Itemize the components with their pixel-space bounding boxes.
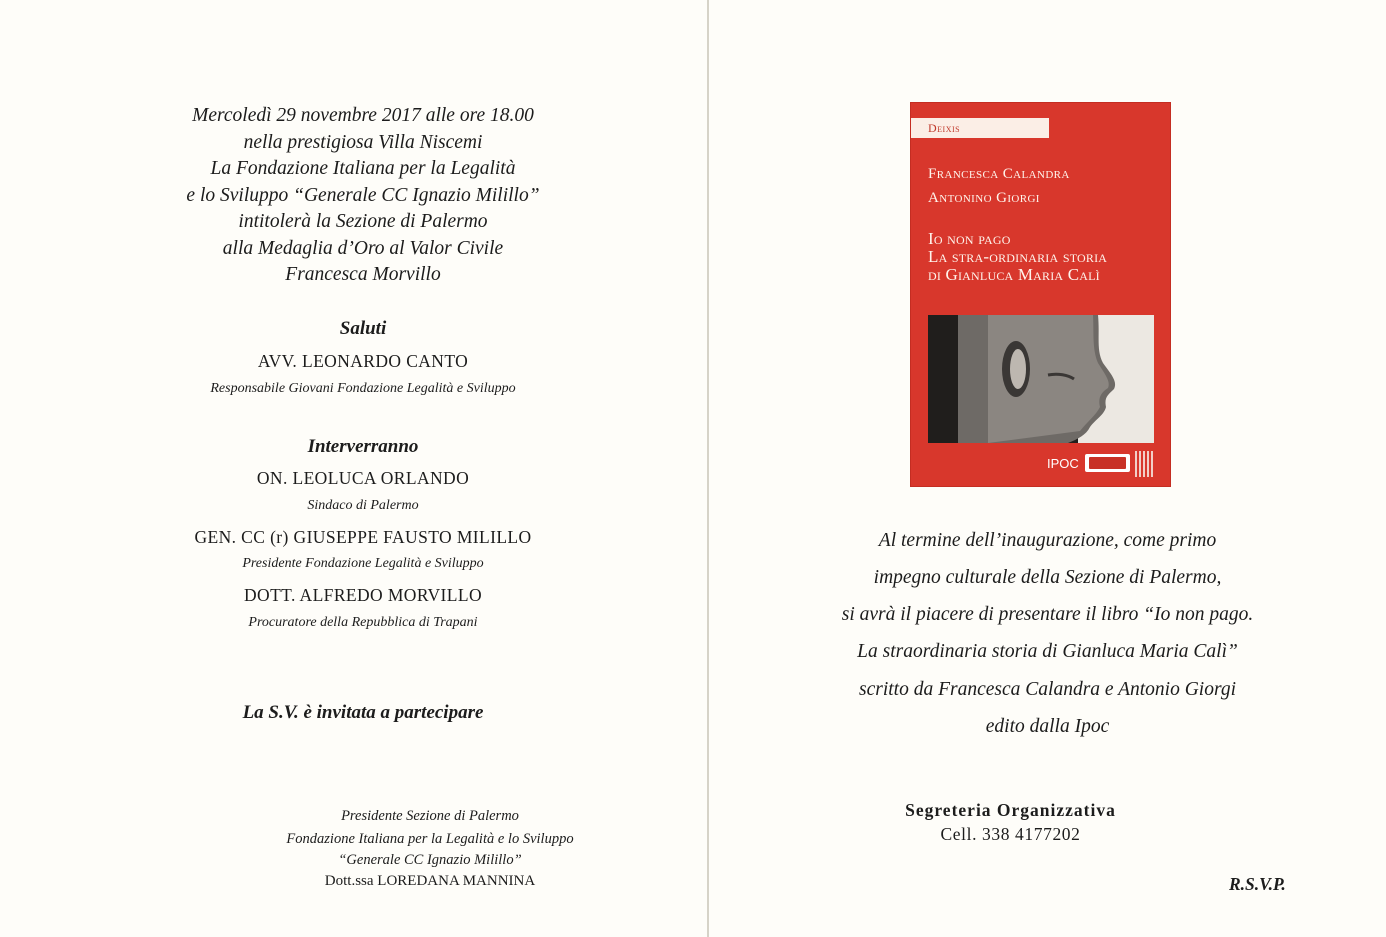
saluti-name: AVV. LEONARDO CANTO [257, 351, 469, 371]
description-line: impegno culturale della Sezione di Palermo, [873, 567, 1222, 588]
rsvp-label: R.S.V.P. [1229, 874, 1286, 894]
speaker-role: Sindaco di Palermo [307, 498, 419, 513]
speaker-name: GEN. CC (r) GIUSEPPE FAUSTO MILILLO [194, 527, 532, 547]
signature-line: “Generale CC Ignazio Milillo” [338, 852, 522, 868]
publisher-logo [1085, 454, 1130, 472]
book-cover-image [911, 103, 1170, 486]
signature-line: Fondazione Italiana per la Legalità e lo Sviluppo [286, 831, 574, 847]
description-line: La straordinaria storia di Gianluca Maria Calì” [857, 641, 1238, 662]
saluti-role: Responsabile Giovani Fondazione Legalità e Sviluppo [210, 381, 516, 396]
cover-stripes [1135, 451, 1155, 477]
speaker-name: ON. LEOLUCA ORLANDO [256, 468, 470, 488]
intro-line: Francesca Morvillo [285, 264, 441, 285]
book-author: Antonino Giorgi [928, 190, 1040, 206]
description-line: Al termine dell’inaugurazione, come primo [878, 530, 1217, 551]
book-author: Francesca Calandra [928, 166, 1070, 182]
intro-line: intitolerà la Sezione di Palermo [238, 211, 488, 232]
intro-line: alla Medaglia d’Oro al Valor Civile [222, 237, 504, 259]
series-label: Deixis [928, 121, 961, 135]
intro-line: Mercoledì 29 novembre 2017 alle ore 18.00 [192, 105, 534, 126]
signature-name: Dott.ssa LOREDANA MANNINA [324, 873, 536, 889]
invitation-text: La S.V. è invitata a partecipare [242, 702, 484, 723]
portrait-silhouette [928, 315, 1154, 443]
secretariat-label: Segreteria Organizzativa [905, 800, 1116, 820]
intro-line: nella prestigiosa Villa Niscemi [243, 131, 483, 153]
description-line: edito dalla Ipoc [985, 716, 1110, 737]
book-title-line: di Gianluca Maria Calì [928, 265, 1100, 284]
book-title-line: La stra-ordinaria storia [928, 247, 1108, 266]
intro-line: e lo Sviluppo “Generale CC Ignazio Milillo” [186, 184, 540, 206]
description-line: scritto da Francesca Calandra e Antonio Giorgi [859, 679, 1236, 700]
speaker-role: Procuratore della Repubblica di Trapani [248, 615, 478, 630]
speaker-name: DOTT. ALFREDO MORVILLO [244, 585, 482, 605]
publisher-label: IPOC [1047, 456, 1079, 471]
series-tag [911, 118, 1049, 138]
phone-number: Cell. 338 4177202 [940, 824, 1081, 844]
book-title-line: Io non pago [928, 229, 1011, 248]
intro-text [0, 103, 726, 289]
intro-line: La Fondazione Italiana per la Legalità [210, 158, 516, 179]
speaker-role: Presidente Fondazione Legalità e Sviluppo [242, 556, 484, 571]
saluti-heading: Saluti [339, 318, 387, 339]
description-line: si avrà il piacere di presentare il libro “Io non pago. [841, 604, 1254, 625]
signature-line: Presidente Sezione di Palermo [341, 808, 519, 824]
portrait-photo [928, 315, 1154, 443]
interverranno-heading: Interverranno [307, 436, 419, 457]
